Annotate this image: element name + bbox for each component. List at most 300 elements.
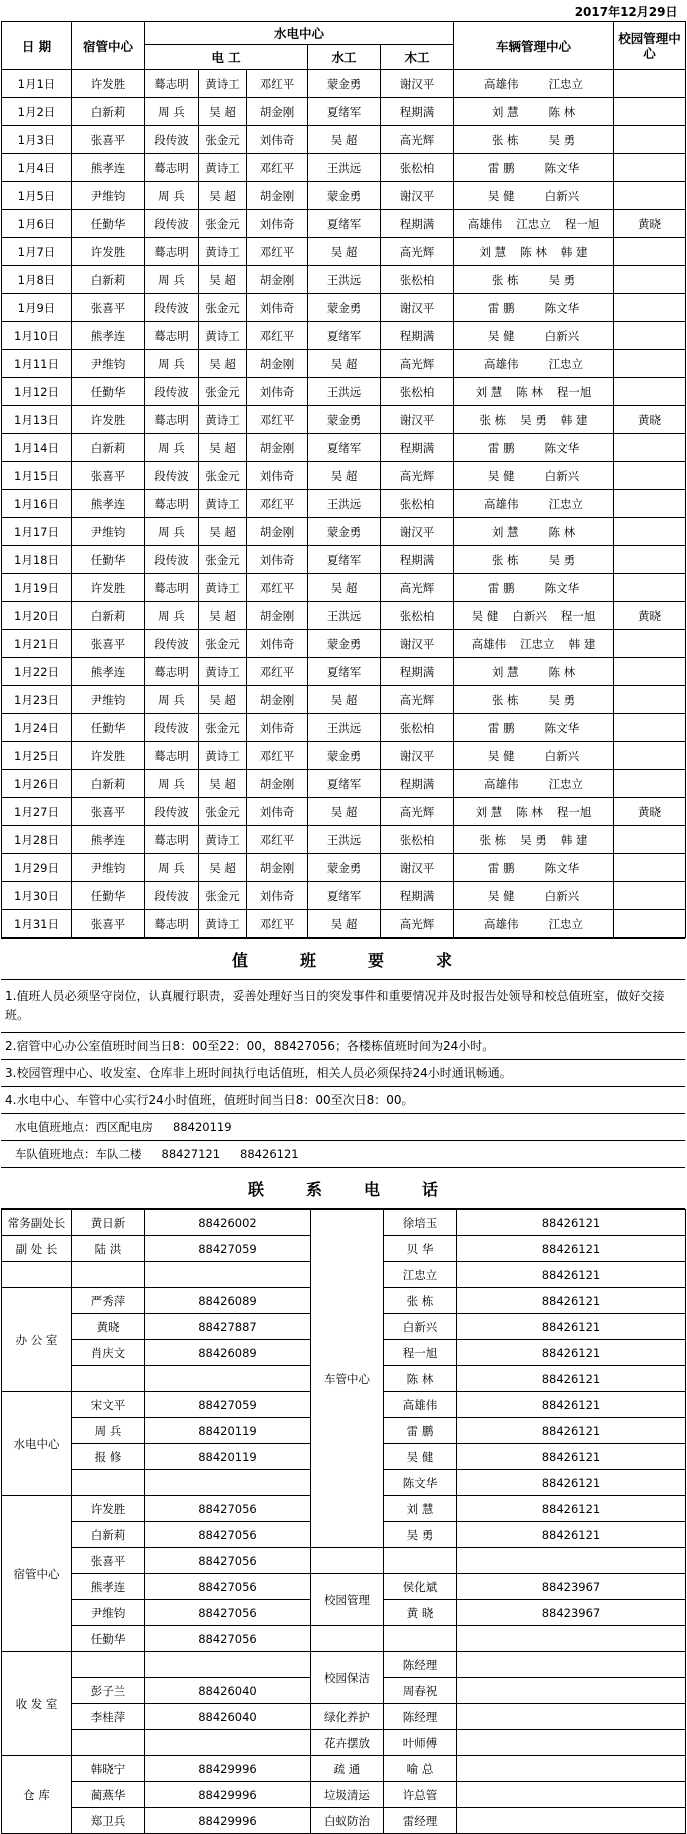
title-char: 电 [364, 1179, 381, 1199]
requirement-item: 3.校园管理中心、收发室、仓库非上班时间执行电话值班，相关人员必须保持24小时通讯畅通。 [1, 1060, 685, 1087]
duty-campus-staff [614, 742, 686, 770]
duty-carpenter: 高光辉 [381, 126, 454, 154]
duty-electrician: 段传波 [145, 714, 199, 742]
duty-plumber: 王洪远 [308, 378, 381, 406]
duty-date: 1月14日 [2, 434, 72, 462]
duty-electrician: 黄诗工 [199, 826, 247, 854]
vehicle-staff-name: 刘 慧 [475, 804, 503, 819]
vehicle-staff-name: 吴 健 [487, 468, 515, 483]
duty-campus-staff: 黄晓 [614, 210, 686, 238]
vehicle-staff-name: 吴 勇 [520, 832, 547, 847]
duty-campus-staff [614, 98, 686, 126]
duty-row [2, 434, 686, 462]
duty-dorm-staff: 许发胜 [72, 574, 145, 602]
duty-plumber: 夏绪军 [308, 322, 381, 350]
vehicle-staff-name: 陈 林 [516, 804, 543, 819]
duty-carpenter: 高光辉 [381, 910, 454, 938]
duty-plumber: 吴 超 [308, 350, 381, 378]
duty-electrician: 黄诗工 [199, 658, 247, 686]
contact-phone [145, 1470, 311, 1496]
duty-electrician: 黄诗工 [199, 406, 247, 434]
duty-vehicle-staff [454, 434, 614, 462]
duty-electrician: 蓦志明 [145, 238, 199, 266]
vehicle-staff-name: 程一旭 [560, 608, 596, 623]
contact-name: 黄 晓 [384, 1600, 457, 1626]
contact-phone: 88426121 [457, 1288, 686, 1314]
duty-campus-staff [614, 910, 686, 938]
duty-dorm-staff: 白新莉 [72, 434, 145, 462]
duty-dorm-staff: 尹维钧 [72, 182, 145, 210]
contact-name: 熊孝连 [72, 1574, 145, 1600]
duty-electrician: 胡金刚 [247, 350, 308, 378]
duty-dorm-staff: 白新莉 [72, 266, 145, 294]
contact-row [2, 1808, 686, 1834]
duty-electrician: 蓦志明 [145, 490, 199, 518]
contact-name: 贝 华 [384, 1236, 457, 1262]
contact-name: 雷经理 [384, 1808, 457, 1834]
duty-row [2, 630, 686, 658]
vehicle-staff-name: 白新兴 [544, 888, 580, 903]
vehicle-staff-name: 吴 勇 [548, 692, 576, 707]
duty-dorm-staff: 熊孝连 [72, 490, 145, 518]
contact-name [72, 1730, 145, 1756]
vehicle-duty-location: 车队值班地点：车队二楼 88427121 88426121 [1, 1141, 685, 1168]
duty-row [2, 154, 686, 182]
duty-carpenter: 程期满 [381, 882, 454, 910]
contact-name: 尹维钧 [72, 1600, 145, 1626]
duty-plumber: 蒙金勇 [308, 630, 381, 658]
duty-electrician: 吴 超 [199, 518, 247, 546]
duty-date: 1月8日 [2, 266, 72, 294]
duty-electrician: 胡金刚 [247, 434, 308, 462]
duty-carpenter: 张松柏 [381, 602, 454, 630]
title-char: 话 [422, 1179, 439, 1199]
contact-phone: 88426121 [457, 1210, 686, 1236]
requirement-item: 4.水电中心、车管中心实行24小时值班，值班时间当日8：00至次日8：00。 [1, 1087, 685, 1114]
duty-row [2, 518, 686, 546]
duty-vehicle-staff [454, 154, 614, 182]
duty-dorm-staff: 任勤华 [72, 882, 145, 910]
contact-phone: 88420119 [145, 1418, 311, 1444]
duty-electrician: 周 兵 [145, 182, 199, 210]
contact-name: 喻 总 [384, 1756, 457, 1782]
contact-row [2, 1730, 686, 1756]
duty-carpenter: 高光辉 [381, 238, 454, 266]
duty-vehicle-staff [454, 658, 614, 686]
duty-electrician: 周 兵 [145, 602, 199, 630]
duty-plumber: 蒙金勇 [308, 70, 381, 98]
vehicle-staff-name: 陈文华 [544, 860, 580, 875]
vehicle-staff-name: 白新兴 [544, 748, 580, 763]
vehicle-staff-name: 雷 鹏 [487, 860, 515, 875]
duty-dorm-staff: 尹维钧 [72, 518, 145, 546]
duty-dorm-staff: 任勤华 [72, 210, 145, 238]
contact-phone [145, 1262, 311, 1288]
header-vehicle-center: 车辆管理中心 [454, 22, 614, 70]
duty-plumber: 王洪远 [308, 826, 381, 854]
contact-phone: 88426121 [457, 1262, 686, 1288]
contact-name: 肖庆文 [72, 1340, 145, 1366]
duty-row [2, 70, 686, 98]
contact-name [72, 1366, 145, 1392]
duty-row [2, 462, 686, 490]
duty-vehicle-staff [454, 714, 614, 742]
document-date: 2017年12月29日 [574, 4, 678, 19]
duty-electrician: 胡金刚 [247, 770, 308, 798]
duty-plumber: 吴 超 [308, 462, 381, 490]
duty-electrician: 周 兵 [145, 686, 199, 714]
duty-dorm-staff: 尹维钧 [72, 686, 145, 714]
contact-phone: 88427056 [145, 1574, 311, 1600]
duty-campus-staff [614, 294, 686, 322]
vehicle-staff-name: 吴 健 [487, 748, 515, 763]
duty-electrician: 周 兵 [145, 350, 199, 378]
duty-carpenter: 程期满 [381, 770, 454, 798]
contact-dept: 白蚁防治 [311, 1808, 384, 1834]
duty-requirements [1, 938, 685, 1209]
duty-electrician: 黄诗工 [199, 70, 247, 98]
duty-electrician: 张金元 [199, 714, 247, 742]
duty-electrician: 刘伟奇 [247, 714, 308, 742]
contact-name: 李桂萍 [72, 1704, 145, 1730]
duty-date: 1月5日 [2, 182, 72, 210]
duty-plumber: 夏绪军 [308, 210, 381, 238]
duty-row [2, 686, 686, 714]
vehicle-staff-name: 高雄伟 [467, 216, 503, 231]
contact-name: 叶师傅 [384, 1730, 457, 1756]
duty-vehicle-staff [454, 98, 614, 126]
duty-date: 1月29日 [2, 854, 72, 882]
duty-dorm-staff: 白新莉 [72, 602, 145, 630]
duty-vehicle-staff [454, 686, 614, 714]
duty-carpenter: 程期满 [381, 210, 454, 238]
title-char: 联 [247, 1179, 264, 1199]
duty-dorm-staff: 白新莉 [72, 770, 145, 798]
contact-row [2, 1704, 686, 1730]
duty-plumber: 吴 超 [308, 126, 381, 154]
duty-electrician: 蓦志明 [145, 322, 199, 350]
duty-plumber: 夏绪军 [308, 658, 381, 686]
duty-electrician: 蓦志明 [145, 406, 199, 434]
duty-roster-sheet [1, 1, 686, 1834]
duty-campus-staff [614, 322, 686, 350]
duty-vehicle-staff [454, 238, 614, 266]
vehicle-staff-name: 陈文华 [544, 580, 580, 595]
duty-row [2, 798, 686, 826]
duty-dorm-staff: 张喜平 [72, 630, 145, 658]
vehicle-staff-name: 张 栋 [491, 272, 519, 287]
header-carpenter: 木工 [381, 45, 454, 70]
duty-dorm-staff: 熊孝连 [72, 826, 145, 854]
duty-electrician: 吴 超 [199, 770, 247, 798]
contact-dept: 校园管理 [311, 1574, 384, 1626]
contact-row [2, 1756, 686, 1782]
contact-phone: 88426121 [457, 1444, 686, 1470]
duty-electrician: 邓红平 [247, 574, 308, 602]
contact-name: 陆 洪 [72, 1236, 145, 1262]
duty-date: 1月17日 [2, 518, 72, 546]
vehicle-staff-name: 白新兴 [544, 188, 580, 203]
duty-electrician: 黄诗工 [199, 322, 247, 350]
contact-phone: 88429996 [145, 1782, 311, 1808]
duty-carpenter: 张松柏 [381, 378, 454, 406]
duty-date: 1月19日 [2, 574, 72, 602]
duty-electrician: 张金元 [199, 210, 247, 238]
duty-dorm-staff: 任勤华 [72, 546, 145, 574]
duty-plumber: 夏绪军 [308, 770, 381, 798]
contact-name: 白新莉 [72, 1522, 145, 1548]
duty-electrician: 刘伟奇 [247, 210, 308, 238]
contact-name [384, 1626, 457, 1652]
duty-row [2, 826, 686, 854]
duty-row [2, 126, 686, 154]
duty-electrician: 周 兵 [145, 98, 199, 126]
duty-row [2, 322, 686, 350]
header-electrician: 电 工 [145, 45, 308, 70]
contact-phone [457, 1678, 686, 1704]
contact-phone: 88426121 [457, 1340, 686, 1366]
duty-vehicle-staff [454, 462, 614, 490]
duty-vehicle-staff [454, 798, 614, 826]
contact-phone [457, 1756, 686, 1782]
contact-phone: 88423967 [457, 1574, 686, 1600]
duty-vehicle-staff [454, 294, 614, 322]
vehicle-staff-name: 韩 建 [560, 412, 588, 427]
duty-campus-staff [614, 126, 686, 154]
contact-dept [2, 1262, 72, 1288]
vehicle-staff-name: 高雄伟 [484, 496, 519, 511]
contact-dept: 疏 通 [311, 1756, 384, 1782]
duty-electrician: 吴 超 [199, 602, 247, 630]
vehicle-staff-name: 江忠立 [516, 216, 551, 231]
duty-electrician: 胡金刚 [247, 686, 308, 714]
duty-date: 1月16日 [2, 490, 72, 518]
duty-carpenter: 程期满 [381, 98, 454, 126]
contact-phone-table [1, 1209, 686, 1834]
duty-dorm-staff: 熊孝连 [72, 154, 145, 182]
duty-electrician: 周 兵 [145, 854, 199, 882]
duty-dorm-staff: 任勤华 [72, 378, 145, 406]
contact-phone: 88427056 [145, 1548, 311, 1574]
duty-electrician: 段传波 [145, 630, 199, 658]
duty-plumber: 王洪远 [308, 714, 381, 742]
duty-date: 1月20日 [2, 602, 72, 630]
duty-dorm-staff: 张喜平 [72, 910, 145, 938]
vehicle-staff-name: 高雄伟 [484, 76, 519, 91]
vehicle-staff-name: 刘 慧 [479, 244, 507, 259]
vehicle-staff-name: 吴 健 [487, 328, 515, 343]
duty-vehicle-staff [454, 854, 614, 882]
contact-phone: 88426121 [457, 1366, 686, 1392]
duty-electrician: 张金元 [199, 126, 247, 154]
vehicle-staff-name: 程一旭 [556, 384, 592, 399]
duty-date: 1月24日 [2, 714, 72, 742]
duty-plumber: 蒙金勇 [308, 854, 381, 882]
duty-date: 1月30日 [2, 882, 72, 910]
contact-phone: 88427056 [145, 1600, 311, 1626]
vehicle-staff-name: 韩 建 [560, 244, 588, 259]
duty-electrician: 蓦志明 [145, 658, 199, 686]
contact-name: 许发胜 [72, 1496, 145, 1522]
duty-carpenter: 程期满 [381, 322, 454, 350]
duty-electrician: 张金元 [199, 882, 247, 910]
duty-vehicle-staff [454, 378, 614, 406]
duty-row [2, 742, 686, 770]
duty-electrician: 吴 超 [199, 350, 247, 378]
title-char: 值 [231, 950, 250, 970]
contact-phone: 88426121 [457, 1522, 686, 1548]
duty-electrician: 段传波 [145, 378, 199, 406]
duty-electrician: 吴 超 [199, 434, 247, 462]
contact-phone: 88426121 [457, 1470, 686, 1496]
duty-electrician: 段传波 [145, 210, 199, 238]
vehicle-staff-name: 张 栋 [479, 832, 507, 847]
duty-carpenter: 谢汉平 [381, 518, 454, 546]
contact-phone: 88427056 [145, 1626, 311, 1652]
contact-name: 许总管 [384, 1782, 457, 1808]
duty-electrician: 吴 超 [199, 266, 247, 294]
duty-dorm-staff: 许发胜 [72, 70, 145, 98]
duty-campus-staff [614, 826, 686, 854]
duty-dorm-staff: 熊孝连 [72, 658, 145, 686]
contact-name [72, 1262, 145, 1288]
duty-electrician: 邓红平 [247, 826, 308, 854]
duty-row [2, 182, 686, 210]
contact-name: 报 修 [72, 1444, 145, 1470]
duty-vehicle-staff [454, 126, 614, 154]
duty-plumber: 吴 超 [308, 238, 381, 266]
duty-campus-staff [614, 182, 686, 210]
duty-campus-staff [614, 518, 686, 546]
duty-vehicle-staff [454, 322, 614, 350]
duty-electrician: 段传波 [145, 798, 199, 826]
duty-dorm-staff: 白新莉 [72, 98, 145, 126]
header-campus-center: 校园管理中心 [614, 22, 686, 70]
duty-vehicle-staff [454, 182, 614, 210]
contact-dept: 常务副处长 [2, 1210, 72, 1236]
contact-phone [457, 1626, 686, 1652]
duty-date: 1月12日 [2, 378, 72, 406]
duty-electrician: 蓦志明 [145, 154, 199, 182]
requirements-title [1, 939, 685, 980]
duty-vehicle-staff [454, 518, 614, 546]
vehicle-staff-name: 刘 慧 [491, 524, 519, 539]
duty-row [2, 210, 686, 238]
duty-plumber: 蒙金勇 [308, 518, 381, 546]
contact-phone: 88426121 [457, 1236, 686, 1262]
duty-electrician: 段传波 [145, 294, 199, 322]
duty-campus-staff [614, 434, 686, 462]
contact-phone: 88427059 [145, 1236, 311, 1262]
contact-dept: 副 处 长 [2, 1236, 72, 1262]
vehicle-staff-name: 程一旭 [556, 804, 592, 819]
duty-electrician: 刘伟奇 [247, 378, 308, 406]
duty-plumber: 夏绪军 [308, 98, 381, 126]
duty-row [2, 770, 686, 798]
duty-campus-staff: 黄晓 [614, 406, 686, 434]
duty-date: 1月28日 [2, 826, 72, 854]
duty-vehicle-staff [454, 266, 614, 294]
contact-name: 陈经理 [384, 1704, 457, 1730]
duty-electrician: 胡金刚 [247, 854, 308, 882]
duty-row [2, 546, 686, 574]
duty-electrician: 周 兵 [145, 266, 199, 294]
duty-plumber: 吴 超 [308, 574, 381, 602]
contact-phone [457, 1652, 686, 1678]
vehicle-staff-name: 陈 林 [516, 384, 543, 399]
duty-electrician: 张金元 [199, 462, 247, 490]
duty-campus-staff [614, 574, 686, 602]
contact-phone: 88426121 [457, 1496, 686, 1522]
duty-campus-staff [614, 854, 686, 882]
vehicle-staff-name: 张 栋 [491, 692, 519, 707]
duty-plumber: 蒙金勇 [308, 406, 381, 434]
duty-row [2, 350, 686, 378]
duty-carpenter: 谢汉平 [381, 182, 454, 210]
vehicle-staff-name: 刘 慧 [491, 104, 519, 119]
duty-date: 1月23日 [2, 686, 72, 714]
requirement-item: 2.宿管中心办公室值班时间当日8：00至22：00，88427056；各楼栋值班时间为24小时。 [1, 1033, 685, 1060]
duty-date: 1月21日 [2, 630, 72, 658]
duty-carpenter: 程期满 [381, 546, 454, 574]
duty-dorm-staff: 许发胜 [72, 238, 145, 266]
duty-campus-staff: 黄晓 [614, 602, 686, 630]
header-dorm-center: 宿管中心 [72, 22, 145, 70]
duty-electrician: 周 兵 [145, 434, 199, 462]
title-char: 系 [305, 1179, 322, 1199]
contact-name: 彭子兰 [72, 1678, 145, 1704]
contact-dept [311, 1626, 384, 1652]
duty-electrician: 张金元 [199, 630, 247, 658]
contact-name: 周 兵 [72, 1418, 145, 1444]
duty-electrician: 刘伟奇 [247, 126, 308, 154]
vehicle-staff-name: 陈 林 [520, 244, 547, 259]
contact-name: 韩晓宁 [72, 1756, 145, 1782]
contact-name: 白新兴 [384, 1314, 457, 1340]
duty-row [2, 854, 686, 882]
duty-electrician: 邓红平 [247, 70, 308, 98]
duty-vehicle-staff [454, 406, 614, 434]
duty-electrician: 段传波 [145, 546, 199, 574]
water-electric-duty-location: 水电值班地点：西区配电房 88420119 [1, 1114, 685, 1141]
duty-date: 1月7日 [2, 238, 72, 266]
duty-electrician: 张金元 [199, 546, 247, 574]
duty-plumber: 王洪远 [308, 602, 381, 630]
duty-electrician: 蓦志明 [145, 742, 199, 770]
contact-dept: 校园保洁 [311, 1652, 384, 1704]
contact-dept: 车管中心 [311, 1210, 384, 1548]
duty-vehicle-staff [454, 546, 614, 574]
contact-phone: 88426089 [145, 1340, 311, 1366]
title-char: 要 [368, 950, 387, 970]
duty-campus-staff [614, 490, 686, 518]
header-plumber: 水工 [308, 45, 381, 70]
vehicle-staff-name: 陈 林 [548, 524, 576, 539]
vehicle-staff-name: 雷 鹏 [487, 720, 515, 735]
duty-electrician: 邓红平 [247, 406, 308, 434]
contact-phone [457, 1704, 686, 1730]
contact-name: 陈 林 [384, 1366, 457, 1392]
duty-electrician: 周 兵 [145, 518, 199, 546]
duty-electrician: 周 兵 [145, 770, 199, 798]
duty-vehicle-staff [454, 826, 614, 854]
vehicle-staff-name: 高雄伟 [484, 776, 519, 791]
contact-phone: 88426121 [457, 1418, 686, 1444]
contact-phone: 88427056 [145, 1522, 311, 1548]
vehicle-staff-name: 雷 鹏 [487, 440, 515, 455]
duty-electrician: 胡金刚 [247, 98, 308, 126]
duty-row [2, 490, 686, 518]
